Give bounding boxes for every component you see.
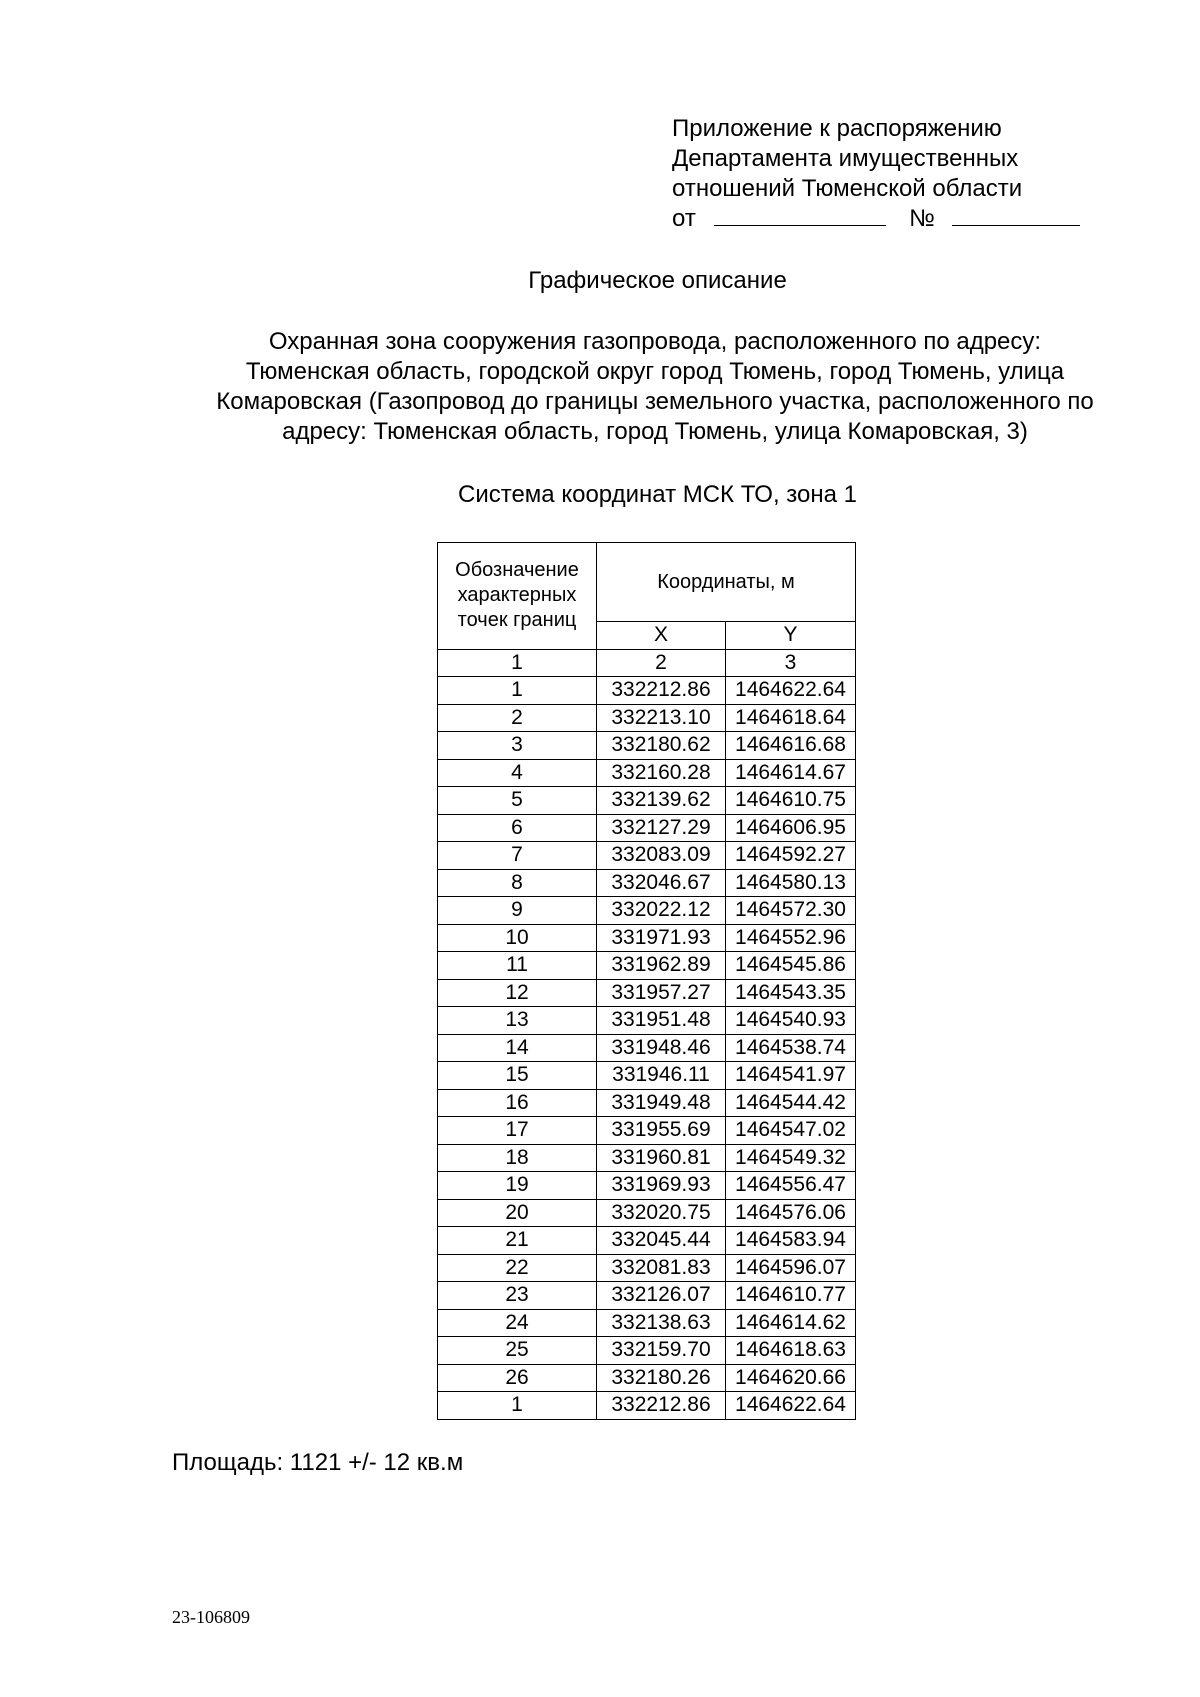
y-coordinate-cell: 1464552.96 bbox=[726, 924, 856, 952]
y-coordinate-cell: 1464618.64 bbox=[726, 704, 856, 732]
table-row bbox=[438, 1062, 856, 1090]
table-row bbox=[438, 1007, 856, 1035]
table-row bbox=[438, 869, 856, 897]
point-number-cell: 14 bbox=[438, 1034, 597, 1062]
x-coordinate-cell: 332212.86 bbox=[597, 677, 726, 705]
y-coordinate-cell: 1464541.97 bbox=[726, 1062, 856, 1090]
header-point-line-3: точек границ bbox=[457, 609, 577, 632]
x-coordinate-cell: 332127.29 bbox=[597, 814, 726, 842]
x-coordinate-cell: 332022.12 bbox=[597, 897, 726, 925]
appendix-line-3: отношений Тюменской области bbox=[672, 175, 1023, 202]
x-coordinate-cell: 332046.67 bbox=[597, 869, 726, 897]
y-coordinate-cell: 1464592.27 bbox=[726, 842, 856, 870]
table-row bbox=[438, 842, 856, 870]
table-row bbox=[438, 1309, 856, 1337]
description-line-3: Комаровская (Газопровод до границы земельного участка, расположенного по bbox=[216, 388, 1094, 415]
y-coordinate-cell: 1464596.07 bbox=[726, 1254, 856, 1282]
point-number-cell: 1 bbox=[438, 677, 597, 705]
x-coordinate-cell: 331960.81 bbox=[597, 1144, 726, 1172]
y-coordinate-cell: 1464547.02 bbox=[726, 1117, 856, 1145]
x-coordinate-cell: 331962.89 bbox=[597, 952, 726, 980]
point-number-cell: 17 bbox=[438, 1117, 597, 1145]
point-number-cell: 1 bbox=[438, 1392, 597, 1420]
y-coordinate-cell: 1464576.06 bbox=[726, 1199, 856, 1227]
x-coordinate-cell: 331949.48 bbox=[597, 1089, 726, 1117]
y-coordinate-cell: 1464614.62 bbox=[726, 1309, 856, 1337]
y-coordinate-cell: 1464622.64 bbox=[726, 1392, 856, 1420]
point-number-cell: 10 bbox=[438, 924, 597, 952]
point-number-cell: 7 bbox=[438, 842, 597, 870]
y-coordinate-cell: 1464556.47 bbox=[726, 1172, 856, 1200]
y-coordinate-cell: 1464616.68 bbox=[726, 732, 856, 760]
column-number-3: 3 bbox=[726, 649, 856, 677]
description-line-2: Тюменская область, городской округ город Тюмень, город Тюмень, улица bbox=[245, 358, 1065, 385]
x-coordinate-cell: 332213.10 bbox=[597, 704, 726, 732]
y-coordinate-cell: 1464538.74 bbox=[726, 1034, 856, 1062]
coordinates-table-body bbox=[438, 677, 856, 1420]
point-number-cell: 11 bbox=[438, 952, 597, 980]
x-coordinate-cell: 332045.44 bbox=[597, 1227, 726, 1255]
table-row bbox=[438, 1172, 856, 1200]
point-number-cell: 6 bbox=[438, 814, 597, 842]
table-row bbox=[438, 1337, 856, 1365]
y-coordinate-cell: 1464622.64 bbox=[726, 677, 856, 705]
header-x: X bbox=[597, 622, 726, 650]
x-coordinate-cell: 332138.63 bbox=[597, 1309, 726, 1337]
table-row bbox=[438, 814, 856, 842]
point-number-cell: 21 bbox=[438, 1227, 597, 1255]
appendix-date-number-line bbox=[672, 204, 1080, 234]
point-number-cell: 5 bbox=[438, 787, 597, 815]
point-number-cell: 3 bbox=[438, 732, 597, 760]
y-coordinate-cell: 1464549.32 bbox=[726, 1144, 856, 1172]
number-label: № bbox=[909, 205, 935, 232]
point-number-cell: 12 bbox=[438, 979, 597, 1007]
y-coordinate-cell: 1464580.13 bbox=[726, 869, 856, 897]
y-coordinate-cell: 1464540.93 bbox=[726, 1007, 856, 1035]
x-coordinate-cell: 331946.11 bbox=[597, 1062, 726, 1090]
table-row bbox=[438, 1364, 856, 1392]
y-coordinate-cell: 1464618.63 bbox=[726, 1337, 856, 1365]
x-coordinate-cell: 332139.62 bbox=[597, 787, 726, 815]
table-row bbox=[438, 787, 856, 815]
y-coordinate-cell: 1464572.30 bbox=[726, 897, 856, 925]
x-coordinate-cell: 331951.48 bbox=[597, 1007, 726, 1035]
point-number-cell: 19 bbox=[438, 1172, 597, 1200]
y-coordinate-cell: 1464610.75 bbox=[726, 787, 856, 815]
table-row bbox=[438, 1199, 856, 1227]
header-point-line-1: Обозначение bbox=[455, 559, 579, 582]
table-row bbox=[438, 732, 856, 760]
y-coordinate-cell: 1464543.35 bbox=[726, 979, 856, 1007]
y-coordinate-cell: 1464545.86 bbox=[726, 952, 856, 980]
x-coordinate-cell: 332160.28 bbox=[597, 759, 726, 787]
zone-description bbox=[160, 327, 1150, 447]
date-blank bbox=[714, 205, 886, 226]
x-coordinate-cell: 332081.83 bbox=[597, 1254, 726, 1282]
document-number: 23-106809 bbox=[172, 1607, 250, 1627]
point-number-cell: 15 bbox=[438, 1062, 597, 1090]
point-number-cell: 8 bbox=[438, 869, 597, 897]
table-row bbox=[438, 677, 856, 705]
y-coordinate-cell: 1464583.94 bbox=[726, 1227, 856, 1255]
point-number-cell: 26 bbox=[438, 1364, 597, 1392]
table-row bbox=[438, 1117, 856, 1145]
from-label: от bbox=[672, 205, 696, 232]
y-coordinate-cell: 1464614.67 bbox=[726, 759, 856, 787]
appendix-line-1: Приложение к распоряжению bbox=[672, 115, 1002, 142]
table-row bbox=[438, 979, 856, 1007]
x-coordinate-cell: 331957.27 bbox=[597, 979, 726, 1007]
table-row bbox=[438, 1254, 856, 1282]
point-number-cell: 18 bbox=[438, 1144, 597, 1172]
point-number-cell: 9 bbox=[438, 897, 597, 925]
point-number-cell: 13 bbox=[438, 1007, 597, 1035]
header-y: Y bbox=[726, 622, 856, 650]
x-coordinate-cell: 332083.09 bbox=[597, 842, 726, 870]
x-coordinate-cell: 332180.62 bbox=[597, 732, 726, 760]
table-row bbox=[438, 1392, 856, 1420]
table-row bbox=[438, 897, 856, 925]
description-line-1: Охранная зона сооружения газопровода, расположенного по адресу: bbox=[268, 328, 1042, 355]
point-number-cell: 24 bbox=[438, 1309, 597, 1337]
y-coordinate-cell: 1464610.77 bbox=[726, 1282, 856, 1310]
document-title: Графическое описание bbox=[528, 267, 787, 294]
y-coordinate-cell: 1464620.66 bbox=[726, 1364, 856, 1392]
point-number-cell: 4 bbox=[438, 759, 597, 787]
column-number-2: 2 bbox=[597, 649, 726, 677]
header-point-designation bbox=[438, 543, 597, 650]
appendix-line-2: Департамента имущественных bbox=[672, 145, 1019, 172]
point-number-cell: 22 bbox=[438, 1254, 597, 1282]
table-row bbox=[438, 1089, 856, 1117]
x-coordinate-cell: 332126.07 bbox=[597, 1282, 726, 1310]
point-number-cell: 25 bbox=[438, 1337, 597, 1365]
x-coordinate-cell: 332159.70 bbox=[597, 1337, 726, 1365]
point-number-cell: 16 bbox=[438, 1089, 597, 1117]
x-coordinate-cell: 331969.93 bbox=[597, 1172, 726, 1200]
header-point-line-2: характерных bbox=[457, 584, 577, 607]
table-row bbox=[438, 924, 856, 952]
x-coordinate-cell: 332020.75 bbox=[597, 1199, 726, 1227]
table-row bbox=[438, 704, 856, 732]
table-row bbox=[438, 1144, 856, 1172]
coordinates-table bbox=[437, 542, 856, 1420]
table-row bbox=[438, 759, 856, 787]
coordinate-system: Система координат МСК ТО, зона 1 bbox=[458, 481, 857, 508]
header-coordinates: Координаты, м bbox=[597, 543, 856, 622]
table-row bbox=[438, 1034, 856, 1062]
number-blank bbox=[952, 205, 1080, 226]
area-text: Площадь: 1121 +/- 12 кв.м bbox=[172, 1449, 464, 1476]
appendix-header bbox=[672, 114, 1080, 234]
table-row bbox=[438, 1227, 856, 1255]
x-coordinate-cell: 332180.26 bbox=[597, 1364, 726, 1392]
point-number-cell: 23 bbox=[438, 1282, 597, 1310]
x-coordinate-cell: 331955.69 bbox=[597, 1117, 726, 1145]
y-coordinate-cell: 1464544.42 bbox=[726, 1089, 856, 1117]
table-row bbox=[438, 952, 856, 980]
x-coordinate-cell: 331971.93 bbox=[597, 924, 726, 952]
table-row bbox=[438, 1282, 856, 1310]
description-line-4: адресу: Тюменская область, город Тюмень, улица Комаровская, 3) bbox=[282, 418, 1028, 445]
x-coordinate-cell: 332212.86 bbox=[597, 1392, 726, 1420]
point-number-cell: 20 bbox=[438, 1199, 597, 1227]
x-coordinate-cell: 331948.46 bbox=[597, 1034, 726, 1062]
column-number-1: 1 bbox=[438, 649, 597, 677]
point-number-cell: 2 bbox=[438, 704, 597, 732]
y-coordinate-cell: 1464606.95 bbox=[726, 814, 856, 842]
